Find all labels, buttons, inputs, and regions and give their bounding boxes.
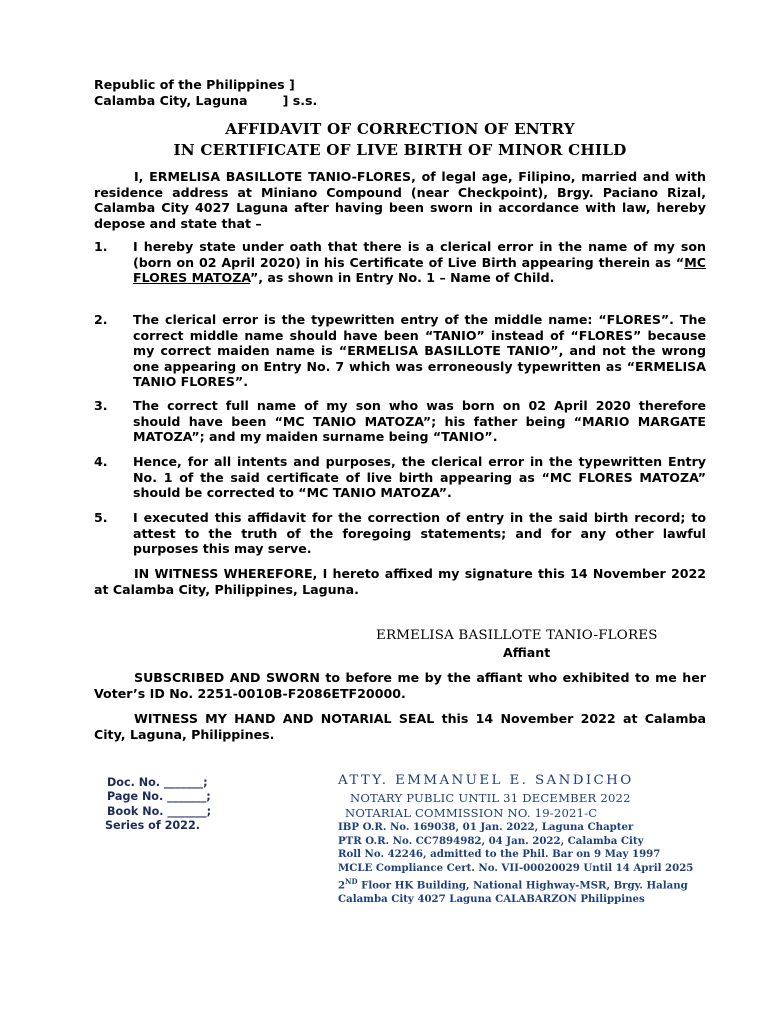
subscribed-paragraph: SUBSCRIBED AND SWORN to before me by the affiant who exhibited to me her Voter’s ID No. 2251-0010B-F2086ETF20000. <box>94 670 706 701</box>
venue-line-2: Calamba City, Laguna ] s.s. <box>94 93 318 108</box>
item-number: 4. <box>94 454 108 469</box>
item-text: I executed this affidavit for the correction of entry in the said birth record; to attest to the truth of the foregoing statements; and for any other lawful purposes this may serve. <box>133 510 706 557</box>
intro-paragraph: I, ERMELISA BASILLOTE TANIO-FLORES, of legal age, Filipino, married and with residence address at Miniano Compound (near Checkpoint), Brgy. Paciano Rizal, Calamba City 4027 Laguna after having been sworn in accordance with law, hereby depose and state that – <box>94 169 706 231</box>
item-number: 3. <box>94 398 108 413</box>
item-number: 2. <box>94 312 108 327</box>
affiant-name: ERMELISA BASILLOTE TANIO-FLORES <box>376 628 658 643</box>
series-field: Series of 2022. <box>105 819 200 833</box>
item-text-a: I hereby state under oath that there is a clerical error in the name of my son (born on 02 April 2020) in his Certificate of Live Birth appearing therein as “ <box>133 239 706 270</box>
list-item-1 <box>94 239 706 286</box>
item-text-b: ”, as shown in Entry No. 1 – Name of Child. <box>249 270 555 286</box>
notary-address-line-1 <box>338 875 693 893</box>
doc-number-field: Doc. No. _______; <box>107 776 208 789</box>
list-item-4 <box>94 454 706 501</box>
notary-address-line-2: Calamba City 4027 Laguna CALABARZON Philippines <box>338 892 645 905</box>
notary-mcle: MCLE Compliance Cert. No. VII-00020029 Until 14 April 2025 <box>338 861 694 874</box>
floor-suffix: ND <box>345 877 358 886</box>
notary-ibp: IBP O.R. No. 169038, 01 Jan. 2022, Laguna Chapter <box>338 821 634 833</box>
notary-commission: NOTARIAL COMMISSION NO. 19-2021-C <box>345 806 598 820</box>
list-item-3 <box>94 398 706 445</box>
document-title-line-1: AFFIDAVIT OF CORRECTION OF ENTRY <box>225 120 575 138</box>
witness-paragraph: IN WITNESS WHEREFORE, I hereto affixed my signature this 14 November 2022 at Calamba City, Philippines, Laguna. <box>94 566 706 597</box>
venue-line-1: Republic of the Philippines ] <box>94 77 295 92</box>
list-item-5 <box>94 510 706 557</box>
book-number-field: Book No. _______; <box>107 804 212 818</box>
item-number: 5. <box>94 510 108 525</box>
page-number-field: Page No. _______; <box>107 790 211 804</box>
item-text: The correct full name of my son who was born on 02 April 2020 therefore should have been “MC TANIO MATOZA”; his father being “MARIO MARGATE MATOZA”; and my maiden surname being “TANIO”. <box>133 398 706 445</box>
floor-number: 2 <box>338 879 346 892</box>
address-rest: Floor HK Building, National Highway-MSR, Brgy. Halang <box>357 879 688 892</box>
item-text: The clerical error is the typewritten entry of the middle name: “FLORES”. The correct middle name should have been “TANIO” instead of “FLORES” because my correct maiden name is “ERMELISA BASILLOTE TANIO”, and not the wrong one appearing on Entry No. 7 which was erroneously typewritten as “ERMELISA TANIO FLORES”. <box>133 312 706 390</box>
notary-name: ATTY. EMMANUEL E. SANDICHO <box>338 773 634 788</box>
underlined-name: MC FLORES MATOZA <box>133 254 706 286</box>
document-number-block <box>107 776 211 834</box>
venue-block <box>94 77 317 109</box>
item-number: 1. <box>94 239 108 254</box>
notary-roll: Roll No. 42246, admitted to the Phil. Bar on 9 May 1997 <box>338 848 661 860</box>
notary-until: NOTARY PUBLIC UNTIL 31 DECEMBER 2022 <box>350 791 631 805</box>
item-text: Hence, for all intents and purposes, the clerical error in the typewritten Entry No. 1 of the said certificate of live birth appearing as “MC FLORES MATOZA” should be corrected to “MC TANIO MATOZA”. <box>133 454 706 501</box>
notarial-seal-paragraph: WITNESS MY HAND AND NOTARIAL SEAL this 14 November 2022 at Calamba City, Laguna, Philippines. <box>94 711 706 742</box>
notary-ptr: PTR O.R. No. CC7894982, 04 Jan. 2022, Calamba City <box>338 834 644 847</box>
notary-stamp <box>338 772 693 906</box>
list-item-2 <box>94 312 706 390</box>
document-title-line-2: IN CERTIFICATE OF LIVE BIRTH OF MINOR CHILD <box>173 141 627 159</box>
affiant-label: Affiant <box>503 645 551 660</box>
